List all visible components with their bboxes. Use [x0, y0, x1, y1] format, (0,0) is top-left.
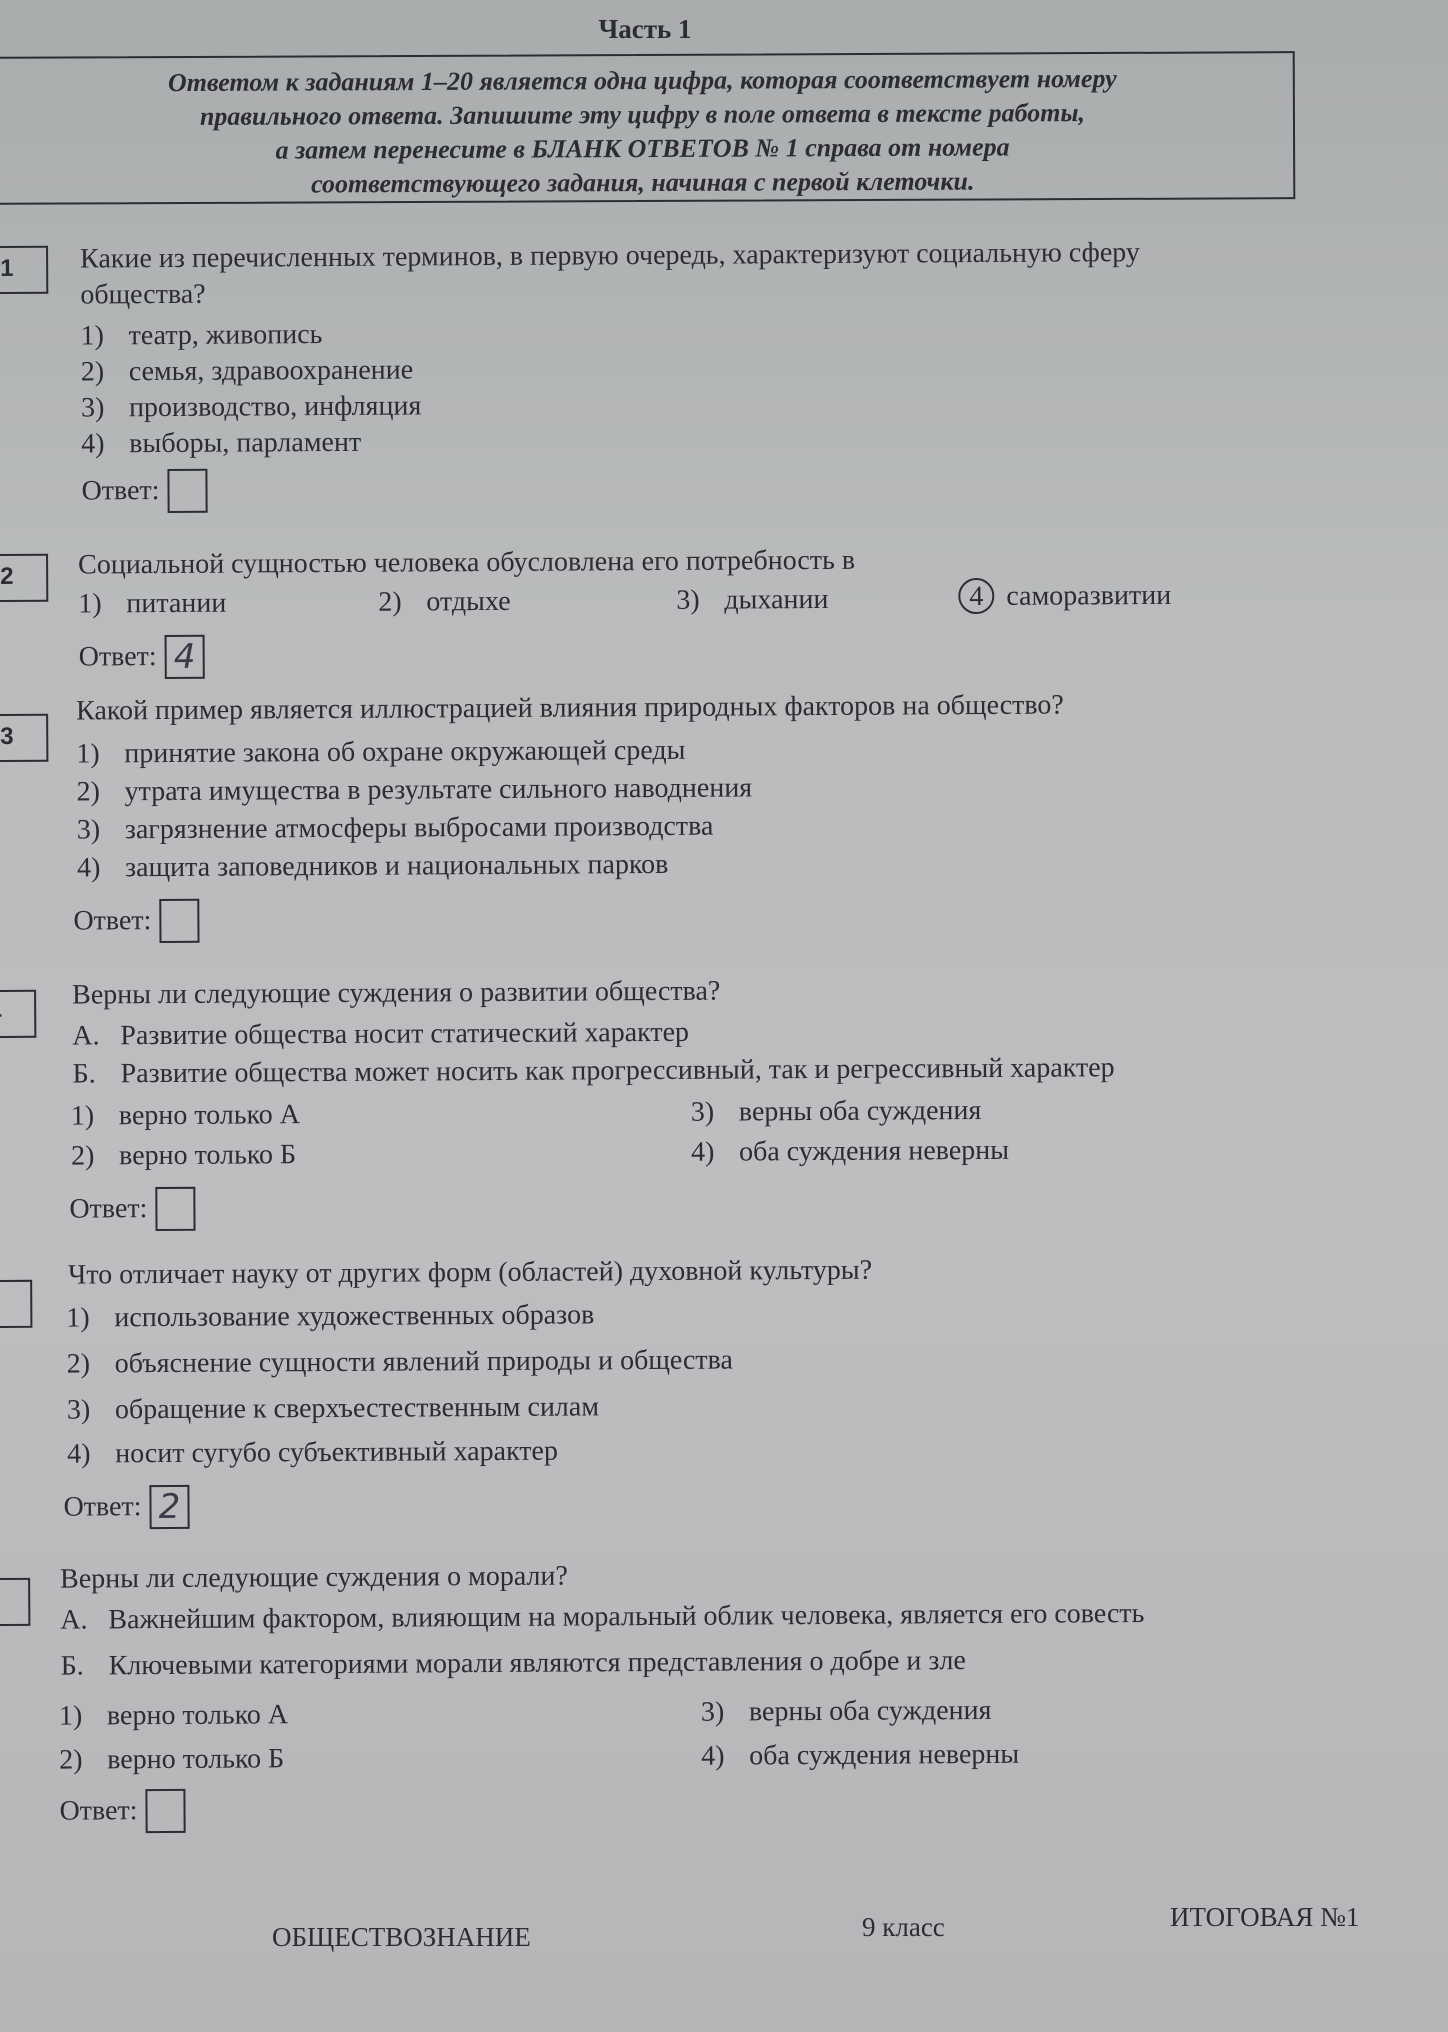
- task-4: [0, 969, 1420, 1225]
- answer-field[interactable]: [159, 899, 199, 943]
- answer-field[interactable]: [167, 469, 207, 513]
- option-number: 1): [70, 1100, 95, 1132]
- option-number: 4): [690, 1136, 715, 1168]
- part-title: Часть 1: [598, 14, 692, 44]
- option-text: верно только Б: [107, 1743, 285, 1776]
- answer-row: [79, 635, 205, 680]
- question-text: [76, 686, 1326, 730]
- option-4-selected: [958, 577, 1171, 614]
- option-text: питании: [126, 587, 227, 620]
- instruction-box: [0, 51, 1295, 205]
- statement-b: [72, 1051, 1114, 1091]
- option-text: принятие закона об охране окружающей среды: [124, 734, 686, 770]
- footer-grade: 9 класс: [862, 1912, 945, 1942]
- statement-text: Развитие общества носит статический характер: [120, 1016, 690, 1052]
- answer-row: [73, 899, 199, 944]
- option-3: [676, 583, 828, 618]
- question-line: Что отличает науку от других форм (областей) духовной культуры?: [68, 1254, 873, 1291]
- option-number: 2): [70, 1140, 95, 1172]
- answer-label: Ответ:: [69, 1193, 148, 1225]
- option-3: [701, 1694, 992, 1730]
- question-line: Верны ли следующие суждения о развитии общества?: [72, 975, 721, 1011]
- statement-text: Важнейшим фактором, влияющим на моральный облик человека, является его совесть: [108, 1598, 1145, 1636]
- option-text: использование художественных образов: [114, 1299, 595, 1334]
- option-text: саморазвитии: [1006, 579, 1172, 612]
- task-5: [0, 1249, 1420, 1528]
- question-text: [80, 234, 1330, 314]
- option-text: оба суждения неверны: [749, 1738, 1020, 1772]
- answer-label: Ответ:: [81, 475, 160, 507]
- answer-label: Ответ:: [59, 1795, 138, 1827]
- option-text: обращение к сверхъестественным силам: [114, 1391, 600, 1426]
- option-4: [691, 1134, 1009, 1170]
- option-text: верны оба суждения: [738, 1095, 982, 1128]
- option-text: верно только А: [118, 1099, 301, 1132]
- question-line: Какой пример является иллюстрацией влияния природных факторов на общество?: [76, 689, 1064, 727]
- task-6: [0, 1553, 1420, 1827]
- option-text: защита заповедников и национальных парков: [124, 848, 669, 884]
- option-number: 1): [78, 588, 102, 620]
- answer-row: [81, 469, 207, 514]
- option-2: [59, 1742, 284, 1777]
- option-number: 4): [76, 852, 101, 884]
- statement-letter: Б.: [72, 1058, 96, 1090]
- option-text: носит сугубо субъективный характер: [115, 1435, 559, 1470]
- option-number: 1): [76, 738, 100, 770]
- option-text: объяснение сущности явлений природы и общества: [114, 1344, 733, 1380]
- task-number-box: [0, 990, 36, 1038]
- option-number: 2): [378, 586, 402, 618]
- question-text: [72, 970, 1322, 1014]
- instruction-line: правильного ответа. Запишите эту цифру в поле ответа в тексте работы,: [199, 98, 1086, 131]
- option-2: [378, 585, 511, 620]
- statement-letter: А.: [60, 1604, 88, 1636]
- option-number: 3): [80, 392, 105, 424]
- task-number-box: 1: [0, 246, 48, 294]
- option-1: [80, 318, 322, 353]
- option-text: производство, инфляция: [128, 390, 422, 424]
- option-2: [67, 1344, 733, 1382]
- option-number: 3): [676, 584, 700, 616]
- question-text: [60, 1554, 1310, 1598]
- statement-text: Ключевыми категориями морали являются представления о добре и зле: [108, 1645, 966, 1682]
- option-text: верно только А: [106, 1699, 289, 1732]
- footer-exam: ИТОГОВАЯ №1: [1170, 1902, 1360, 1932]
- option-1: [76, 734, 685, 772]
- instruction-line: соответствующего задания, начиная с первой клеточки.: [310, 166, 975, 199]
- option-number: 2): [76, 776, 101, 808]
- instruction-line: а затем перенесите в БЛАНК ОТВЕТОВ № 1 справа от номера: [275, 132, 1010, 165]
- statement-b: [61, 1644, 966, 1684]
- option-text: выборы, парламент: [129, 426, 362, 460]
- question-line: Какие из перечисленных терминов, в первую очередь, характеризуют социальную сферу: [80, 237, 1140, 275]
- answer-label: Ответ:: [63, 1491, 142, 1523]
- answer-row: [59, 1789, 185, 1834]
- task-3: [0, 685, 1420, 937]
- question-line: общества?: [80, 278, 206, 311]
- answer-label: Ответ:: [78, 641, 157, 673]
- option-text: отдыхе: [426, 585, 511, 618]
- option-text: дыхании: [724, 583, 829, 616]
- option-3: [67, 1390, 599, 1427]
- option-1: [71, 1098, 300, 1133]
- option-number: 3): [700, 1696, 725, 1728]
- option-1: [59, 1698, 288, 1733]
- statement-letter: А.: [72, 1020, 100, 1052]
- option-number: 3): [66, 1394, 91, 1426]
- option-number: 2): [59, 1744, 83, 1776]
- option-2: [71, 1138, 296, 1173]
- option-number: 3): [76, 814, 101, 846]
- option-text: оба суждения неверны: [738, 1134, 1010, 1168]
- option-text: семья, здравоохранение: [128, 354, 414, 388]
- question-text: [68, 1250, 1318, 1294]
- option-number: 2): [80, 356, 105, 388]
- answer-row: [63, 1485, 189, 1530]
- statement-a: [72, 1016, 689, 1054]
- answer-field[interactable]: 2: [149, 1485, 189, 1529]
- option-number: 2): [66, 1348, 91, 1380]
- option-4: [81, 426, 361, 462]
- option-4: [701, 1738, 1019, 1774]
- option-4: [67, 1435, 558, 1472]
- instruction-line: Ответом к заданиям 1–20 является одна цифра, которая соответствует номеру: [167, 63, 1117, 98]
- answer-row: [69, 1187, 195, 1232]
- answer-field[interactable]: [155, 1187, 195, 1231]
- option-text: верны оба суждения: [748, 1694, 992, 1728]
- option-number: 4): [67, 1438, 91, 1470]
- option-3: [691, 1094, 982, 1130]
- answer-label: Ответ:: [73, 905, 152, 937]
- task-number-box: 3: [0, 714, 48, 762]
- circled-option-number: 4: [958, 578, 994, 614]
- option-text: верно только Б: [118, 1139, 297, 1172]
- statement-text: Развитие общества может носить как прогрессивный, так и регрессивный характер: [120, 1052, 1115, 1090]
- question-line: Социальной сущностью человека обусловлена его потребность в: [78, 544, 856, 581]
- option-text: театр, живопись: [128, 319, 323, 352]
- task-2: [0, 539, 1420, 677]
- option-number: 3): [690, 1096, 715, 1128]
- option-text: утрата имущества в результате сильного наводнения: [124, 772, 753, 808]
- option-2: [76, 771, 752, 809]
- task-number-box: [0, 1578, 30, 1626]
- answer-field[interactable]: [145, 1789, 185, 1833]
- option-number: 4): [701, 1740, 725, 1772]
- task-1: [0, 233, 1420, 507]
- option-3: [81, 389, 422, 425]
- statement-a: [60, 1597, 1144, 1638]
- answer-field[interactable]: 4: [165, 635, 205, 679]
- option-number: 1): [80, 320, 104, 352]
- option-1: [78, 587, 226, 622]
- option-number: 1): [58, 1700, 83, 1732]
- question-line: Верны ли следующие суждения о морали?: [60, 1560, 568, 1595]
- statement-letter: Б.: [60, 1650, 84, 1682]
- option-text: загрязнение атмосферы выбросами производства: [124, 810, 714, 846]
- task-number-box: 2: [0, 554, 48, 602]
- option-4: [77, 848, 668, 886]
- option-3: [77, 810, 714, 848]
- option-number: 4): [81, 428, 105, 460]
- task-number-box: [0, 1280, 32, 1328]
- option-2: [81, 353, 414, 389]
- option-1: [66, 1298, 594, 1335]
- footer-subject: ОБЩЕСТВОЗНАНИЕ: [272, 1922, 531, 1952]
- option-number: 1): [66, 1302, 90, 1334]
